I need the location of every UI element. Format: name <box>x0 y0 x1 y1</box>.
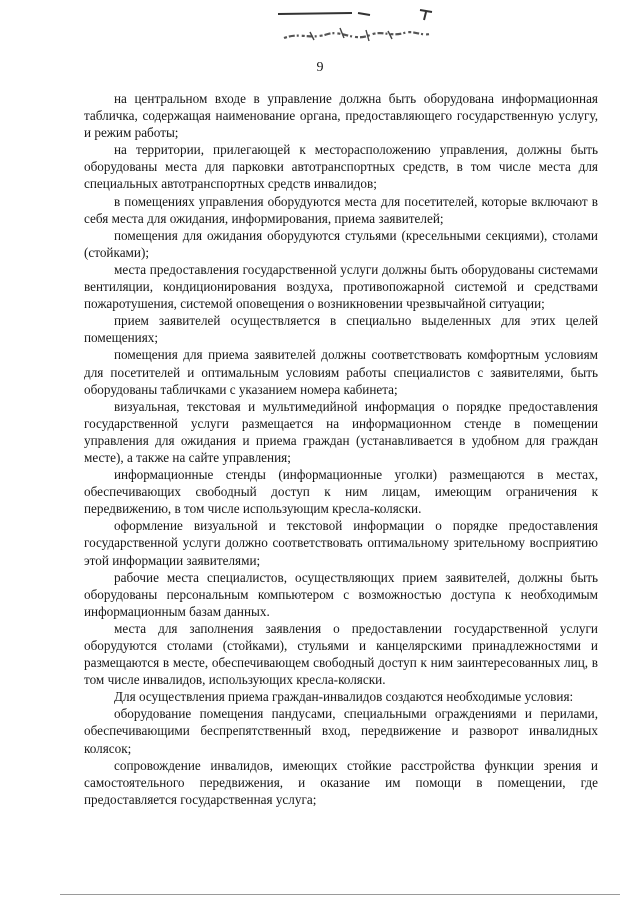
paragraph: в помещениях управления оборудуются места для посетителей, которые включают в себя места для ожидания, информирования, приема заявителей; <box>84 193 598 226</box>
paragraph: оформление визуальной и текстовой информации о порядке предоставления государственной услуги должно соответствовать оптимальному зрительному восприятию этой информации заявителями; <box>84 518 598 568</box>
paragraph: оборудование помещения пандусами, специальными ограждениями и перилами, обеспечивающими беспрепятственный вход, передвижение и разворот инвалидных колясок; <box>84 706 598 756</box>
scan-bottom-edge <box>60 894 620 895</box>
scan-artifact-header <box>270 4 450 48</box>
paragraph: сопровождение инвалидов, имеющих стойкие расстройства функции зрения и самостоятельного передвижения, и оказание им помощи в помещении, где предоставляется государственная услуга; <box>84 757 598 807</box>
paragraph: прием заявителей осуществляется в специально выделенных для этих целей помещениях; <box>84 313 598 346</box>
page-number: 9 <box>316 60 324 75</box>
paragraph: визуальная, текстовая и мультимедийной информация о порядке предоставления государственной услуги размещается на информационном стенде в помещении управления для ожидания и приема граждан (устанавливается в удобном для граждан месте), а также на сайте управления; <box>84 398 598 465</box>
paragraph: места для заполнения заявления о предоставлении государственной услуги оборудуются столами (стойками), стульями и канцелярскими принадлежностями и размещаются в месте, обеспечивающем свободный доступ к ним заинтересованных лиц, в том числе инвалидов, использующих кресла-коляски. <box>84 620 598 688</box>
paragraph: Для осуществления приема граждан-инвалидов создаются необходимые условия: <box>114 689 574 705</box>
paragraph: на территории, прилегающей к месторасположению управления, должны быть оборудованы места для парковки автотранспортных средств, в том числе места для специальных автотранспортных средств инвалидов; <box>84 142 598 192</box>
paragraph: информационные стенды (информационные уголки) размещаются в местах, обеспечивающих свободный доступ к ним лицам, имеющим ограничения к передвижению, в том числе использующим кресла-коляски. <box>84 467 598 517</box>
paragraph: места предоставления государственной услуги должны быть оборудованы системами вентиляции, кондиционирования воздуха, противопожарной системой и средствами пожаротушения, системой оповещения о возникновении чрезвычайной ситуации; <box>84 261 598 312</box>
paragraph: рабочие места специалистов, осуществляющих прием заявителей, должны быть оборудованы персональным компьютером с возможностью доступа к необходимым информационным базам данных. <box>84 569 598 619</box>
body-text <box>84 90 598 808</box>
paragraph: на центральном входе в управление должна быть оборудована информационная табличка, содержащая наименование органа, предоставляющего государственную услугу, и режим работы; <box>84 91 598 141</box>
paragraph: помещения для ожидания оборудуются стульями (кресельными секциями), столами (стойками); <box>84 227 598 260</box>
paragraph: помещения для приема заявителей должны соответствовать комфортным условиям для посетителей и оптимальным условиям работы специалистов с заявителями, быть оборудованы табличками с указанием номера кабинета; <box>84 347 598 397</box>
